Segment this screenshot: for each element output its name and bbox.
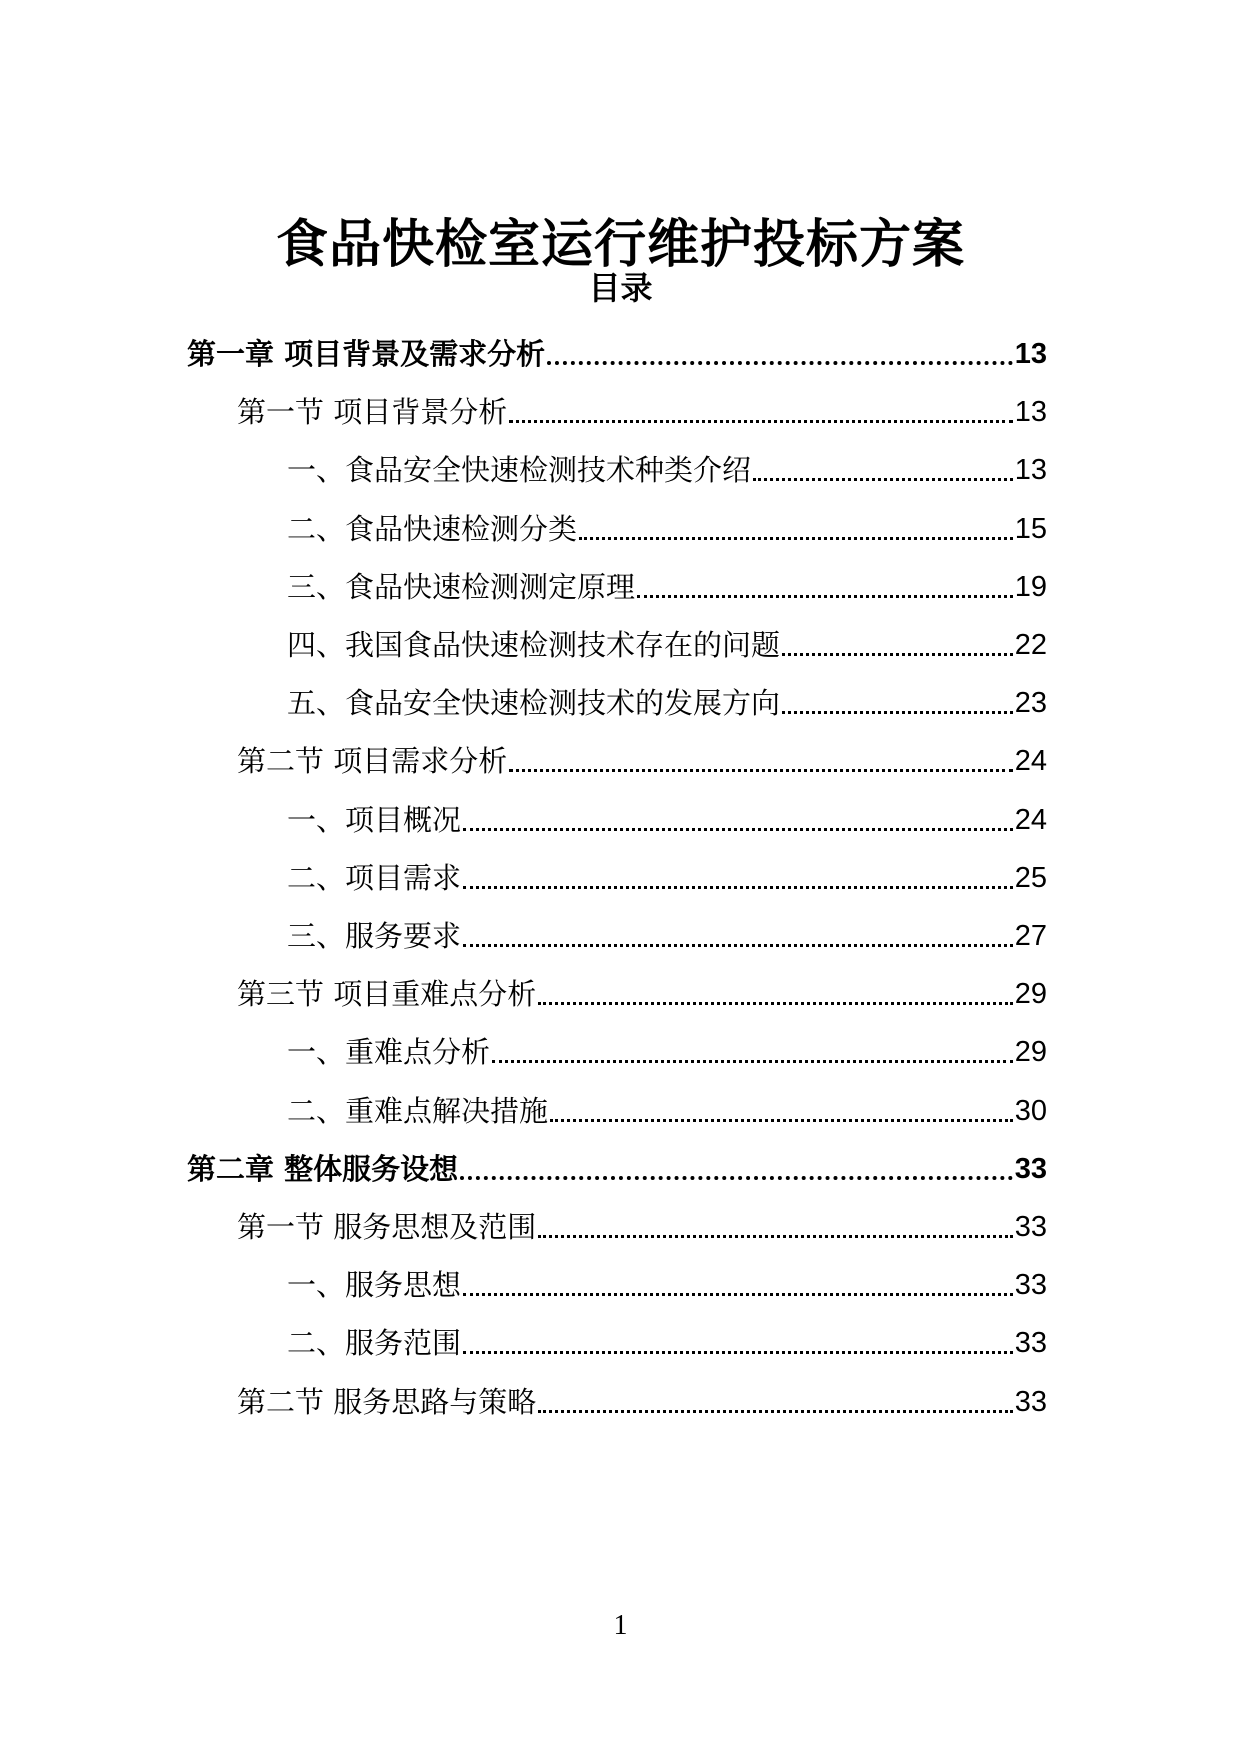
toc-entry-label: 三、食品快速检测测定原理 [287, 570, 636, 604]
toc-entry-label: 二、重难点解决措施 [287, 1094, 549, 1128]
toc-entry-page-number: 29 [1014, 1036, 1047, 1068]
toc-section-entry[interactable] [237, 970, 1047, 1014]
toc-entry-page-number: 13 [1014, 454, 1047, 486]
toc-dot-leader [538, 1235, 1013, 1238]
toc-entry-label: 二、食品快速检测分类 [287, 512, 578, 546]
toc-entry-label: 三、服务要求 [287, 919, 462, 953]
toc-dot-leader [509, 769, 1013, 772]
toc-entry-page-number: 33 [1014, 1153, 1047, 1185]
toc-subsection-entry[interactable] [287, 446, 1047, 490]
toc-entry-page-number: 13 [1014, 396, 1047, 428]
toc-subsection-entry[interactable] [287, 912, 1047, 956]
toc-chapter-entry[interactable] [187, 330, 1047, 374]
toc-entry-label: 一、服务思想 [287, 1268, 462, 1302]
toc-dot-leader [509, 420, 1013, 423]
toc-entry-page-number: 19 [1014, 571, 1047, 603]
toc-dot-leader [579, 537, 1013, 540]
page-number: 1 [613, 1610, 628, 1641]
toc-entry-label: 第一章 项目背景及需求分析 [187, 337, 546, 371]
toc-entry-label: 四、我国食品快速检测技术存在的问题 [287, 628, 781, 662]
toc-dot-leader [782, 711, 1013, 714]
toc-subsection-entry[interactable] [287, 1087, 1047, 1131]
toc-entry-page-number: 23 [1014, 687, 1047, 719]
toc-entry-label: 五、食品安全快速检测技术的发展方向 [287, 686, 781, 720]
toc-dot-leader [463, 886, 1013, 889]
toc-subsection-entry[interactable] [287, 854, 1047, 898]
toc-entry-label: 第二节 服务思路与策略 [237, 1385, 537, 1419]
toc-entry-page-number: 24 [1014, 804, 1047, 836]
toc-dot-leader [463, 944, 1013, 947]
toc-dot-leader [538, 1002, 1013, 1005]
toc-dot-leader [463, 1293, 1013, 1296]
toc-entry-page-number: 33 [1014, 1327, 1047, 1359]
toc-dot-leader [547, 361, 1013, 365]
toc-dot-leader [637, 595, 1013, 598]
toc-entry-page-number: 27 [1014, 920, 1047, 952]
toc-heading: 目录 [588, 269, 653, 307]
toc-entry-page-number: 33 [1014, 1211, 1047, 1243]
toc-subsection-entry[interactable] [287, 563, 1047, 607]
toc-subsection-entry[interactable] [287, 621, 1047, 665]
toc-dot-leader [492, 1060, 1013, 1063]
toc-entry-page-number: 15 [1014, 513, 1047, 545]
toc-dot-leader [463, 1351, 1013, 1354]
toc-dot-leader [463, 828, 1013, 831]
toc-section-entry[interactable] [237, 1203, 1047, 1247]
toc-dot-leader [460, 1176, 1013, 1180]
toc-chapter-entry[interactable] [187, 1145, 1047, 1189]
toc-entry-page-number: 24 [1014, 745, 1047, 777]
toc-dot-leader [538, 1410, 1013, 1413]
toc-dot-leader [782, 653, 1013, 656]
toc-entry-page-number: 25 [1014, 862, 1047, 894]
toc-subsection-entry[interactable] [287, 1319, 1047, 1363]
toc-entry-page-number: 30 [1014, 1095, 1047, 1127]
toc-entry-label: 第一节 服务思想及范围 [237, 1210, 537, 1244]
toc-entry-page-number: 22 [1014, 629, 1047, 661]
toc-entry-label: 第二节 项目需求分析 [237, 744, 508, 778]
toc-section-entry[interactable] [237, 1378, 1047, 1422]
toc-dot-leader [550, 1119, 1013, 1122]
toc-entry-label: 一、项目概况 [287, 803, 462, 837]
toc-subsection-entry[interactable] [287, 505, 1047, 549]
toc-entry-label: 一、重难点分析 [287, 1035, 491, 1069]
toc-entry-page-number: 33 [1014, 1269, 1047, 1301]
toc-subsection-entry[interactable] [287, 796, 1047, 840]
toc-entry-label: 第一节 项目背景分析 [237, 395, 508, 429]
document-title: 食品快检室运行维护投标方案 [275, 214, 965, 275]
toc-dot-leader [753, 478, 1013, 481]
toc-entry-label: 二、服务范围 [287, 1326, 462, 1360]
toc-section-entry[interactable] [237, 737, 1047, 781]
toc-entry-label: 一、食品安全快速检测技术种类介绍 [287, 453, 752, 487]
toc-entry-page-number: 33 [1014, 1386, 1047, 1418]
toc-entry-page-number: 13 [1014, 338, 1047, 370]
toc-subsection-entry[interactable] [287, 1028, 1047, 1072]
toc-entry-page-number: 29 [1014, 978, 1047, 1010]
toc-entry-label: 第二章 整体服务设想 [187, 1152, 459, 1186]
toc-entry-label: 第三节 项目重难点分析 [237, 977, 537, 1011]
toc-subsection-entry[interactable] [287, 679, 1047, 723]
toc-subsection-entry[interactable] [287, 1261, 1047, 1305]
toc-entry-label: 二、项目需求 [287, 861, 462, 895]
toc-section-entry[interactable] [237, 388, 1047, 432]
